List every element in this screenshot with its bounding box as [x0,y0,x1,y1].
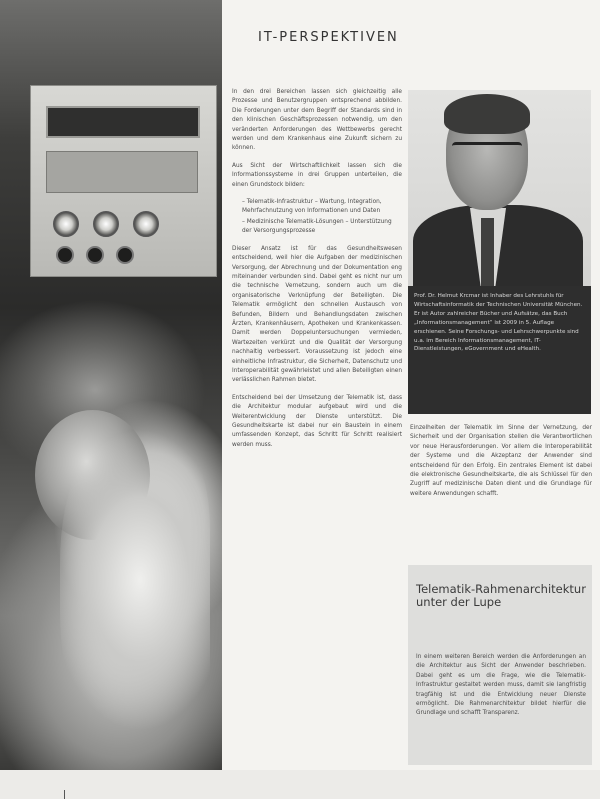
device-port [56,246,74,264]
page-footer [0,770,600,799]
article-bullet: – Medizinische Telematik-Lösungen – Unterstützung der Versorgungsprozesse [242,218,402,237]
medical-device [30,85,217,277]
device-knob [133,211,159,237]
author-caption [408,286,591,414]
device-port [116,246,134,264]
article-paragraph: Einzelheiten der Telematik im Sinne der Vernetzung, der Sicherheit und der Organisation stellen die Verantwortlichen vor neue Herausforderungen. Vor allem die Interoperabilität der Systeme und die Akzeptanz der Anwender sind entscheidend für den Erfolg. Ein zentrales Element ist dabei die elektronische Gesundheitskarte, die als Schlüssel für den Zugriff auf medizinische Daten dient und die Grundlage für weitere Anwendungen schafft. [410,425,592,497]
article-paragraph: Aus Sicht der Wirtschaftlichkeit lassen sich die Informationssysteme in drei Gruppen unterteilen, die einen Grundstock bilden: [232,162,402,188]
device-panel [46,151,198,193]
device-display [46,106,200,138]
portrait-glasses [452,142,522,159]
info-box-text: In einem weiteren Bereich werden die Anforderungen an die Architektur aus Sicht der Anwender beschrieben. Dabei geht es um die Frage, wie die Telematik-Infrastruktur gestaltet werden muss, damit sie langfristig tragfähig ist und die Entwicklung neuer Dienste ermöglicht. Die Rahmenarchitektur bildet hierfür die Grundlage und schafft Transparenz. [416,654,586,717]
info-box-title: Telematik-Rahmenarchitektur unter der Lupe [416,582,586,609]
article-paragraph: Entscheidend bei der Umsetzung der Telematik ist, dass die Architektur modular aufgebaut wird und die Weiterentwicklung der Dienste unterstützt. Die Gesundheitskarte ist dabei nur ein Baustein in einem umfassenden Konzept, das Schritt für Schritt realisiert werden muss. [232,394,402,448]
sidebar-info-box [408,565,592,765]
article-bullet: – Telematik-Infrastruktur – Wartung, Integration, Mehrfachnutzung von Informationen und Daten [242,198,402,217]
article-paragraph: In den drei Bereichen lassen sich gleichzeitig alle Prozesse und Benutzergruppen entsprechend abbilden. Die Forderungen unter dem Begriff der Standards sind in den klinischen Geschäftsprozessen notwendig, um den veränderten Anforderungen des Wettbewerbs gerecht werden und dem Krankenhaus eine Zukunft sichern zu können. [232,89,402,152]
caption-text: Prof. Dr. Helmut Krcmar ist Inhaber des Lehrstuhls für Wirtschaftsinformatik der Technischen Universität München. Er ist Autor zahlreicher Bücher und Aufsätze, das Buch „Informationsmanagement“ ist 2009 in 5. Auflage erschienen. Seine Forschungs- und Lehrschwerpunkte sind u.a. im Bereich Informationsmanagement, IT-Dienstleistungen, eGovernment und eHealth. [414,293,583,353]
portrait-hair [444,94,530,134]
article-bullet-list [232,198,402,237]
right-article-column [410,424,592,499]
device-port [86,246,104,264]
portrait-tie [481,218,494,286]
article-paragraph: Dieser Ansatz ist für das Gesundheitswesen entscheidend, weil hier die Aufgaben der medizinischen Versorgung, der Abrechnung und der Dokumentation eng miteinander verbunden sind. Dabei geht es nicht nur um die technische Vernetzung, sondern auch um die organisatorische Verknüpfung der Beteiligten. Die Telematik ermöglicht den schnellen Austausch von Befunden, Bildern und Behandlungsdaten zwischen Ärzten, Krankenhäusern, Apotheken und Krankenkassen. Damit werden Doppeluntersuchungen vermieden, Wartezeiten verkürzt und die Qualität der Versorgung nachhaltig verbessert. Voraussetzung ist jedoch eine einheitliche Infrastruktur, die Sicherheit, Datenschutz und Interoperabilität gewährleistet und allen Beteiligten einen verlässlichen Rahmen bietet. [232,245,402,384]
operating-room-photo [0,0,222,770]
author-portrait [408,90,591,286]
main-article-column [232,88,402,458]
surgical-drape [60,430,210,760]
page-marker [64,790,65,799]
section-title: IT-PERSPEKTIVEN [258,30,399,45]
device-knob [53,211,79,237]
device-knob [93,211,119,237]
